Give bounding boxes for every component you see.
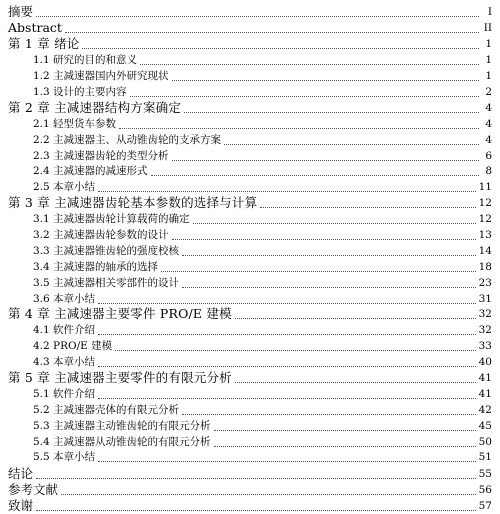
toc-entry-page: 42	[478, 403, 492, 416]
dot-leader	[130, 96, 479, 97]
toc-entry-page: 45	[478, 419, 492, 432]
dot-leader	[140, 64, 479, 65]
toc-entry-title: 2.4 主减速器的减速形式	[33, 165, 148, 178]
toc-entry-page: 55	[478, 467, 492, 480]
toc-entry-page: 32	[478, 324, 492, 337]
toc-entry-title: 4.3 本章小结	[33, 356, 96, 369]
toc-entry-page: 12	[478, 197, 492, 210]
toc-entry-page: 2	[485, 85, 492, 98]
toc-chapter-entry	[8, 36, 492, 52]
dot-leader	[182, 287, 476, 288]
toc-section-entry	[8, 322, 492, 338]
toc-entry-title: 2.2 主减速器主、从动锥齿轮的支承方案	[33, 133, 222, 146]
toc-entry-page: 50	[478, 435, 492, 448]
toc-section-entry	[8, 132, 492, 148]
toc-chapter-entry	[8, 370, 492, 386]
toc-entry-page: 23	[478, 276, 492, 289]
toc-entry-title: Abstract	[8, 20, 62, 36]
dot-leader	[172, 80, 479, 81]
toc-section-entry	[8, 179, 492, 195]
table-of-contents	[8, 4, 492, 514]
toc-entry-title: 1.1 研究的目的和意义	[33, 54, 138, 67]
toc-entry-page: 32	[478, 308, 492, 321]
toc-entry-title: 4.1 软件介绍	[33, 324, 96, 337]
toc-section-entry	[8, 243, 492, 259]
toc-entry-title: 第 4 章 主减速器主要零件 PRO/E 建模	[8, 306, 232, 322]
dot-leader	[119, 128, 479, 129]
toc-entry-title: 3.4 主减速器的轴承的选择	[33, 260, 159, 273]
toc-top-entry	[8, 482, 492, 498]
toc-entry-title: 2.3 主减速器齿轮的类型分析	[33, 149, 169, 162]
toc-entry-page: 1	[485, 70, 492, 83]
toc-entry-title: 结论	[8, 465, 34, 481]
toc-entry-page: 51	[478, 451, 492, 464]
dot-leader	[98, 366, 476, 367]
toc-entry-title: 参考文献	[8, 481, 59, 497]
dot-leader	[235, 318, 476, 319]
toc-entry-page: 57	[478, 499, 492, 512]
toc-section-entry	[8, 386, 492, 402]
dot-leader	[36, 510, 476, 511]
dot-leader	[98, 303, 476, 304]
dot-leader	[36, 478, 476, 479]
dot-leader	[184, 112, 479, 113]
toc-section-entry	[8, 354, 492, 370]
toc-entry-page: 56	[478, 483, 492, 496]
toc-chapter-entry	[8, 100, 492, 116]
toc-entry-title: 5.5 本章小结	[33, 451, 96, 464]
dot-leader	[151, 175, 479, 176]
toc-entry-title: 3.6 本章小结	[33, 292, 96, 305]
dot-leader	[235, 382, 476, 383]
toc-entry-title: 5.1 软件介绍	[33, 387, 96, 400]
dot-leader	[193, 223, 476, 224]
toc-entry-page: 1	[485, 38, 492, 51]
toc-section-entry	[8, 164, 492, 180]
dot-leader	[115, 350, 475, 351]
toc-section-entry	[8, 259, 492, 275]
toc-section-entry	[8, 418, 492, 434]
dot-leader	[214, 430, 476, 431]
dot-leader	[82, 48, 479, 49]
toc-entry-title: 3.5 主减速器相关零部件的设计	[33, 276, 180, 289]
toc-entry-page: 4	[485, 117, 492, 130]
dot-leader	[61, 494, 476, 495]
toc-entry-page: 40	[478, 356, 492, 369]
toc-entry-title: 1.3 设计的主要内容	[33, 85, 127, 98]
toc-entry-page: 18	[478, 260, 492, 273]
toc-section-entry	[8, 52, 492, 68]
toc-section-entry	[8, 291, 492, 307]
toc-entry-title: 3.2 主减速器齿轮参数的设计	[33, 228, 169, 241]
toc-entry-page: 12	[478, 213, 492, 226]
dot-leader	[172, 160, 479, 161]
dot-leader	[65, 32, 479, 33]
toc-entry-page: 14	[478, 244, 492, 257]
toc-section-entry	[8, 402, 492, 418]
toc-entry-page: 11	[478, 181, 492, 194]
toc-entry-page: 8	[485, 165, 492, 178]
toc-entry-page: 31	[478, 292, 492, 305]
toc-top-entry	[8, 20, 492, 36]
toc-entry-title: 3.1 主减速器齿轮计算载荷的确定	[33, 213, 190, 226]
dot-leader	[98, 461, 476, 462]
dot-leader	[214, 446, 476, 447]
dot-leader	[224, 144, 479, 145]
toc-entry-title: 2.1 轻型货车参数	[33, 117, 117, 130]
toc-entry-title: 致谢	[8, 497, 34, 513]
toc-entry-page: 33	[478, 340, 492, 353]
toc-section-entry	[8, 68, 492, 84]
dot-leader	[98, 191, 476, 192]
toc-entry-title: 5.2 主减速器壳体的有限元分析	[33, 403, 180, 416]
dot-leader	[182, 255, 476, 256]
toc-section-entry	[8, 450, 492, 466]
toc-entry-title: 3.3 主减速器锥齿轮的强度校核	[33, 244, 180, 257]
toc-entry-title: 第 5 章 主减速器主要零件的有限元分析	[8, 369, 232, 385]
toc-top-entry	[8, 4, 492, 20]
toc-entry-page: 4	[485, 101, 492, 114]
toc-entry-title: 5.4 主减速器从动锥齿轮的有限元分析	[33, 435, 211, 448]
toc-section-entry	[8, 84, 492, 100]
toc-entry-title: 2.5 本章小结	[33, 181, 96, 194]
toc-entry-page: 13	[478, 228, 492, 241]
toc-entry-title: 摘要	[8, 4, 34, 20]
toc-entry-page: 4	[485, 133, 492, 146]
dot-leader	[98, 398, 476, 399]
toc-entry-page: 41	[478, 387, 492, 400]
toc-section-entry	[8, 116, 492, 132]
toc-section-entry	[8, 275, 492, 291]
toc-entry-title: 第 3 章 主减速器齿轮基本参数的选择与计算	[8, 195, 258, 211]
toc-entry-title: 第 2 章 主减速器结构方案确定	[8, 99, 182, 115]
toc-chapter-entry	[8, 195, 492, 211]
dot-leader	[36, 16, 479, 17]
toc-chapter-entry	[8, 307, 492, 323]
toc-entry-title: 1.2 主减速器国内外研究现状	[33, 70, 169, 83]
dot-leader	[161, 271, 476, 272]
toc-section-entry	[8, 338, 492, 354]
toc-entry-page: 1	[485, 54, 492, 67]
toc-entry-title: 4.2 PRO/E 建模	[33, 340, 113, 353]
toc-entry-page: I	[487, 6, 492, 19]
toc-entry-title: 第 1 章 绪论	[8, 36, 80, 52]
toc-top-entry	[8, 498, 492, 514]
dot-leader	[172, 239, 476, 240]
dot-leader	[182, 414, 476, 415]
dot-leader	[98, 334, 476, 335]
toc-entry-title: 5.3 主减速器主动锥齿轮的有限元分析	[33, 419, 211, 432]
toc-entry-page: II	[483, 22, 492, 35]
toc-section-entry	[8, 148, 492, 164]
toc-entry-page: 41	[478, 371, 492, 384]
toc-top-entry	[8, 465, 492, 481]
dot-leader	[260, 207, 475, 208]
toc-section-entry	[8, 434, 492, 450]
toc-section-entry	[8, 227, 492, 243]
toc-section-entry	[8, 211, 492, 227]
toc-entry-page: 6	[485, 149, 492, 162]
